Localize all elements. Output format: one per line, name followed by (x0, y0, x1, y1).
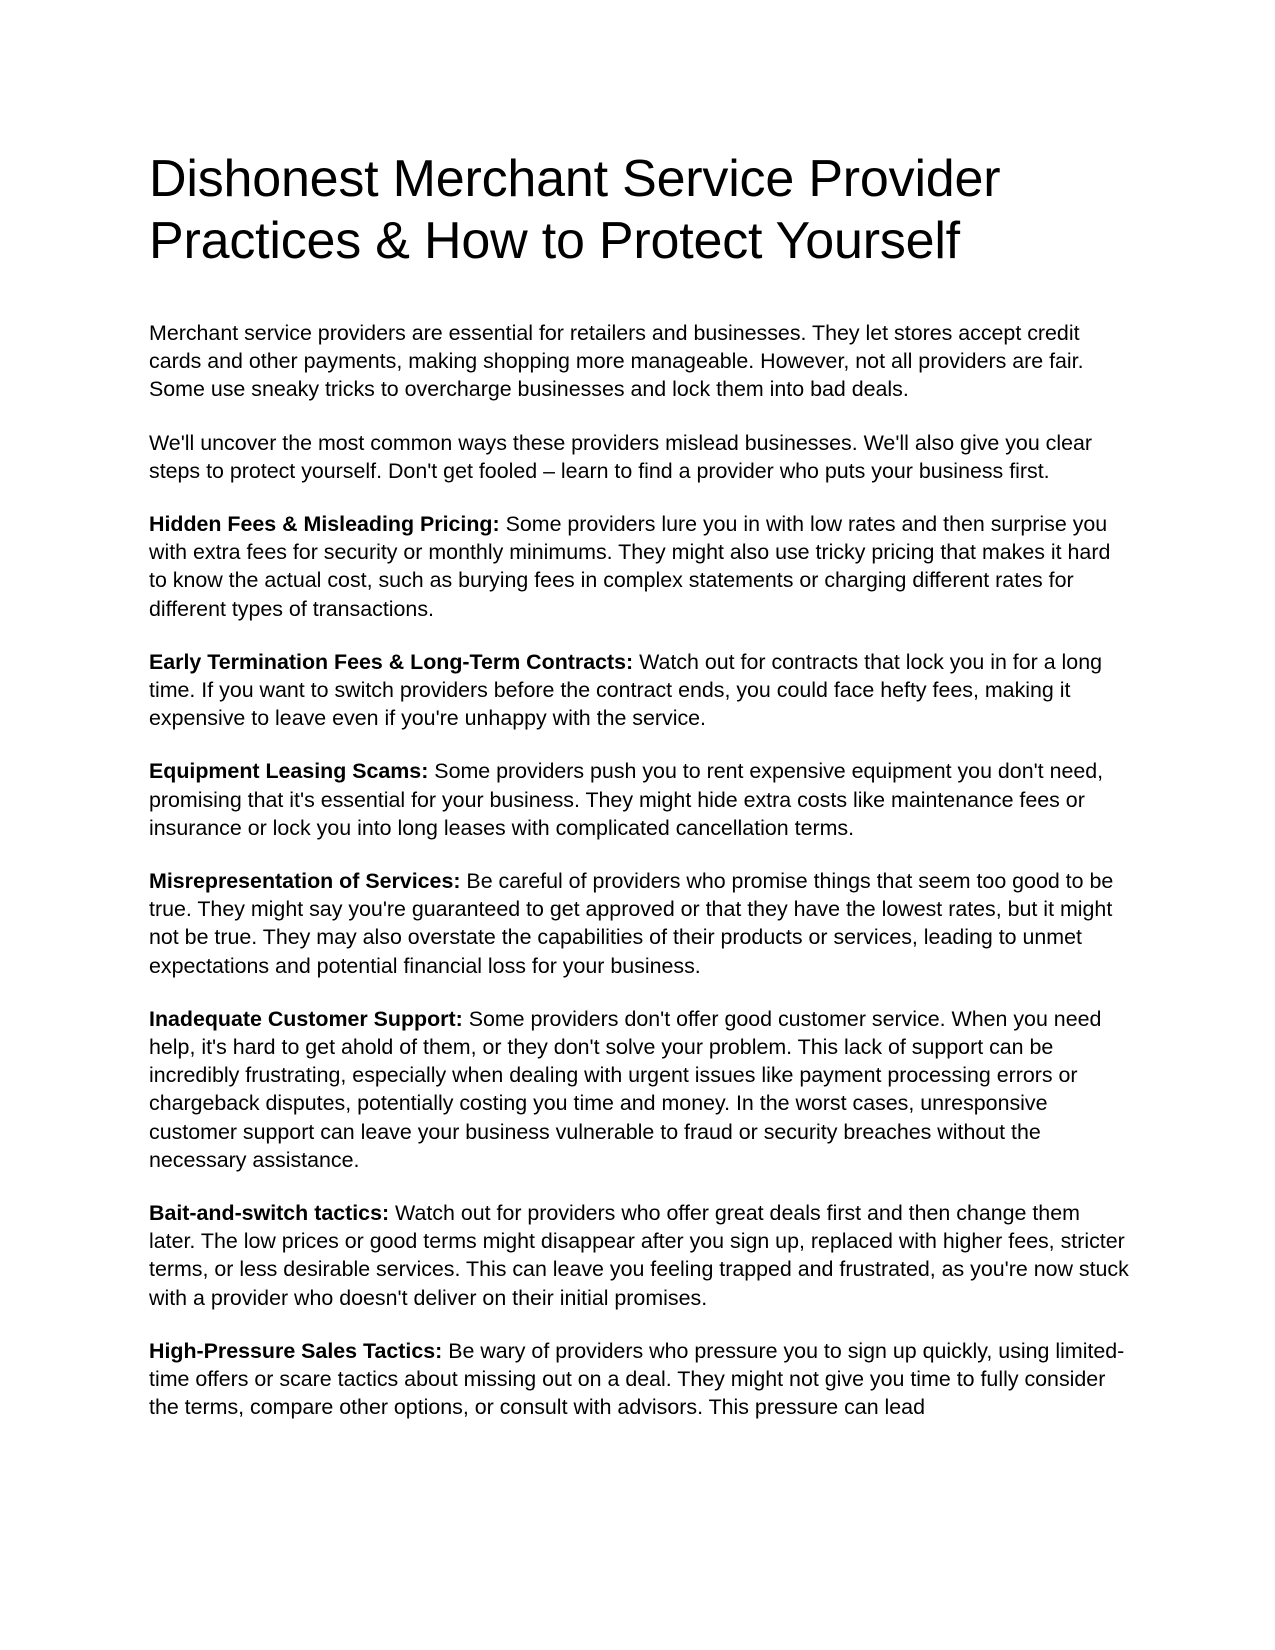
section-text: Watch out for providers who offer great deals first and then change them later. The low prices or good terms might disappear after you sign up, replaced with higher fees, stricter terms, or less desirable services. This can leave you feeling trapped and frustrated, as you're now stuck with a provider who doesn't deliver on their initial promises. (149, 1201, 1129, 1310)
section-heading: Misrepresentation of Services: (149, 869, 461, 894)
section-equipment-leasing (149, 757, 1129, 842)
section-text: Be careful of providers who promise things that seem too good to be true. They might say you're guaranteed to get approved or that they have the lowest rates, but it might not be true. They may also overstate the capabilities of their products or services, leading to unmet expectations and potential financial loss for your business. (149, 869, 1114, 978)
section-heading: High-Pressure Sales Tactics: (149, 1338, 443, 1363)
intro-paragraph-2: We'll uncover the most common ways these providers mislead businesses. We'll also give you clear steps to protect yourself. Don't get fooled – learn to find a provider who puts your business first. (149, 430, 1093, 483)
section-heading: Equipment Leasing Scams: (149, 759, 429, 784)
section-text: Some providers lure you in with low rates and then surprise you with extra fees for security or monthly minimums. They might also use tricky pricing that makes it hard to know the actual cost, such as burying fees in complex statements or charging different rates for different types of transactions. (149, 512, 1111, 621)
section-misrepresentation (149, 867, 1129, 980)
section-heading: Inadequate Customer Support: (149, 1006, 463, 1031)
section-text: Some providers don't offer good customer service. When you need help, it's hard to get ahold of them, or they don't solve your problem. This lack of support can be incredibly frustrating, especially when dealing with urgent issues like payment processing errors or chargeback disputes, potentially costing you time and money. In the worst cases, unresponsive customer support can leave your business vulnerable to fraud or security breaches without the necessary assistance. (149, 1006, 1102, 1172)
section-text: Be wary of providers who pressure you to sign up quickly, using limited-time offers or scare tactics about missing out on a deal. They might not give you time to fully consider the terms, compare other options, or consult with advisors. This pressure can lead (149, 1338, 1125, 1420)
section-customer-support (149, 1005, 1129, 1174)
intro-paragraph-1: Merchant service providers are essential for retailers and businesses. They let stores accept credit cards and other payments, making shopping more manageable. However, not all providers are fair. Some use sneaky tricks to overcharge businesses and lock them into bad deals. (149, 321, 1084, 402)
section-high-pressure (149, 1337, 1129, 1422)
document-page (149, 148, 1129, 1447)
section-text: Some providers push you to rent expensive equipment you don't need, promising that it's essential for your business. They might hide extra costs like maintenance fees or insurance or lock you into long leases with complicated cancellation terms. (149, 759, 1104, 840)
section-heading: Hidden Fees & Misleading Pricing: (149, 512, 500, 537)
section-text: Watch out for contracts that lock you in for a long time. If you want to switch providers before the contract ends, you could face hefty fees, making it expensive to leave even if you're unhappy with the service. (149, 649, 1102, 731)
section-bait-and-switch (149, 1199, 1129, 1312)
section-hidden-fees (149, 510, 1129, 623)
page-title: Dishonest Merchant Service Provider Practices & How to Protect Yourself (149, 150, 1001, 270)
section-early-termination (149, 648, 1129, 733)
section-heading: Early Termination Fees & Long-Term Contracts: (149, 649, 634, 674)
section-heading: Bait-and-switch tactics: (149, 1201, 390, 1226)
